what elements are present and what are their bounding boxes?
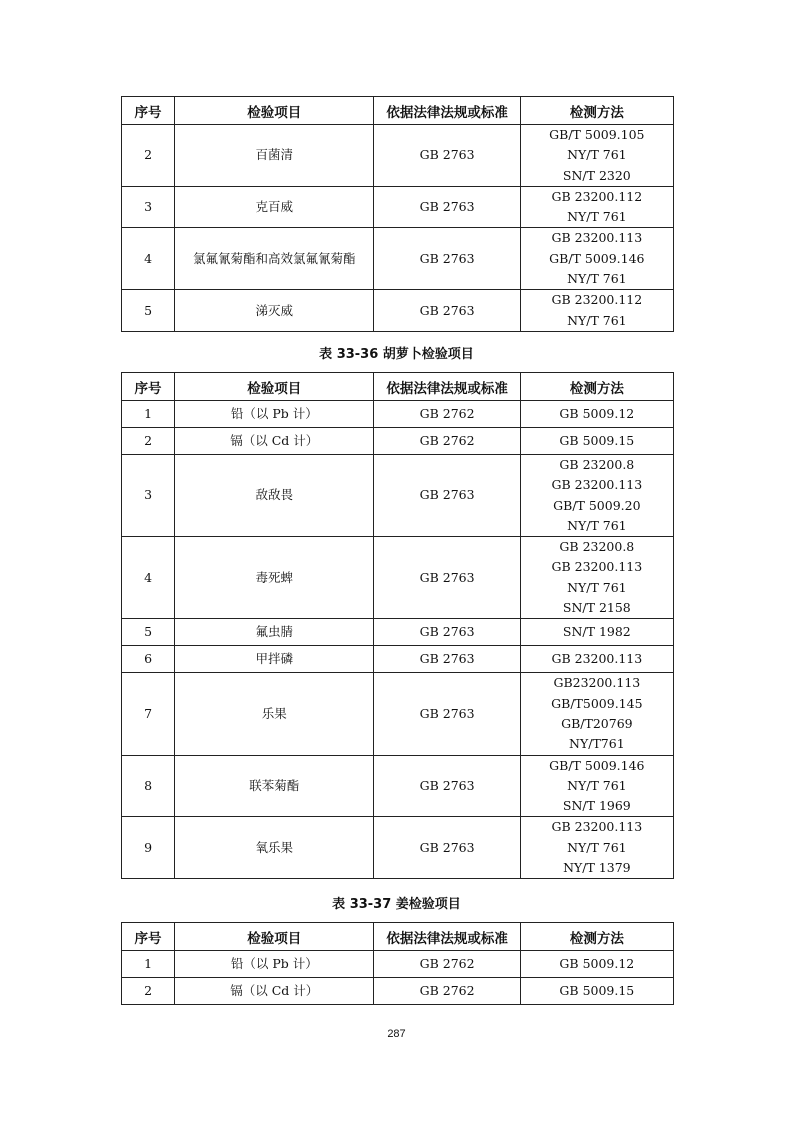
cell-methods [520,401,673,428]
method-line: NY/T 1379 [563,860,631,876]
method-line: GB 5009.15 [559,432,635,448]
cell-no: 9 [122,817,175,879]
table-row [122,125,674,187]
cell-no: 4 [122,537,175,619]
method-line: NY/T 761 [567,312,627,328]
method-line: GB 23200.112 [551,292,643,308]
table-row [122,290,674,332]
cell-standard: GB 2763 [374,228,520,290]
method-line: GB 5009.12 [559,955,635,971]
method-line: GB 23200.8 [559,539,635,555]
table-row [122,186,674,228]
method-line: NY/T 761 [567,839,627,855]
cell-standard: GB 2763 [374,646,520,673]
cell-methods [520,186,673,228]
method-line: GB23200.113 [553,675,641,691]
cell-methods [520,428,673,455]
table-row [122,401,674,428]
method-line: GB 23200.113 [551,230,643,246]
table-row [122,978,674,1005]
cell-methods [520,951,673,978]
cell-standard: GB 2763 [374,290,520,332]
method-line: GB/T 5009.146 [549,757,645,773]
cell-standard: GB 2762 [374,401,520,428]
method-line: NY/T 761 [567,579,627,595]
cell-item: 乐果 [175,673,374,755]
cell-standard: GB 2763 [374,455,520,537]
cell-item: 甲拌磷 [175,646,374,673]
method-line: SN/T 2158 [562,600,631,616]
table-carrot [121,372,674,879]
cell-no: 7 [122,673,175,755]
cell-standard: GB 2763 [374,817,520,879]
cell-item: 镉（以 Cd 计） [175,428,374,455]
cell-item: 氯氟氰菊酯和高效氯氟氰菊酯 [175,228,374,290]
header-no: 序号 [122,373,175,401]
table-row [122,646,674,673]
method-line: GB 23200.113 [551,651,643,667]
method-line: GB/T20769 [561,715,633,731]
method-line: NY/T 761 [567,777,627,793]
method-line: SN/T 2320 [562,167,631,183]
cell-item: 氧乐果 [175,817,374,879]
table-row [122,228,674,290]
method-line: NY/T 761 [567,517,627,533]
header-item: 检验项目 [175,97,374,125]
method-line: NY/T 761 [567,147,627,163]
table-row [122,673,674,755]
header-no: 序号 [122,923,175,951]
cell-methods [520,125,673,187]
cell-no: 8 [122,755,175,817]
cell-methods [520,537,673,619]
method-line: GB 23200.8 [559,457,635,472]
cell-item: 联苯菊酯 [175,755,374,817]
method-line: GB 23200.113 [551,819,643,835]
method-line: GB 23200.113 [551,559,643,575]
cell-methods [520,817,673,879]
cell-no: 1 [122,951,175,978]
cell-methods [520,755,673,817]
header-method: 检测方法 [520,923,673,951]
table-row [122,428,674,455]
cell-no: 2 [122,978,175,1005]
cell-item: 百菌清 [175,125,374,187]
table-row [122,455,674,537]
cell-no: 3 [122,455,175,537]
table-caption-carrot: 表 33-36 胡萝卜检验项目 [319,347,474,362]
cell-no: 5 [122,290,175,332]
table-row [122,619,674,646]
cell-item: 克百威 [175,186,374,228]
cell-no: 2 [122,428,175,455]
cell-standard: GB 2763 [374,125,520,187]
cell-no: 4 [122,228,175,290]
cell-standard: GB 2763 [374,755,520,817]
method-line: GB/T 5009.105 [549,127,645,142]
cell-item: 敌敌畏 [175,455,374,537]
cell-no: 2 [122,125,175,187]
cell-standard: GB 2763 [374,186,520,228]
table-header-row [122,923,674,951]
method-line: GB 5009.12 [559,405,635,421]
method-line: GB 23200.112 [551,188,643,204]
cell-no: 3 [122,186,175,228]
cell-item: 毒死蜱 [175,537,374,619]
method-line: GB 5009.15 [559,982,635,998]
cell-item: 涕灭威 [175,290,374,332]
header-method: 检测方法 [520,97,673,125]
table-header-row [122,97,674,125]
method-line: NY/T761 [569,736,625,752]
table-continued [121,96,674,332]
cell-methods [520,646,673,673]
page-number: 287 [387,1028,406,1040]
cell-methods [520,290,673,332]
table-ginger [121,922,674,1005]
cell-methods [520,455,673,537]
method-line: GB 23200.113 [551,477,643,493]
cell-item: 铅（以 Pb 计） [175,951,374,978]
cell-standard: GB 2762 [374,978,520,1005]
method-line: SN/T 1982 [562,624,631,640]
header-standard: 依据法律法规或标准 [374,373,520,401]
table-row [122,951,674,978]
table-caption-ginger: 表 33-37 姜检验项目 [332,897,461,912]
cell-standard: GB 2762 [374,428,520,455]
method-line: NY/T 761 [567,209,627,225]
table-row [122,537,674,619]
header-standard: 依据法律法规或标准 [374,97,520,125]
cell-item: 镉（以 Cd 计） [175,978,374,1005]
method-line: GB/T 5009.20 [553,497,641,513]
cell-methods [520,619,673,646]
table-row [122,755,674,817]
cell-methods [520,673,673,755]
cell-standard: GB 2762 [374,951,520,978]
cell-standard: GB 2763 [374,619,520,646]
table-row [122,817,674,879]
cell-standard: GB 2763 [374,537,520,619]
cell-methods [520,978,673,1005]
table-header-row [122,373,674,401]
header-item: 检验项目 [175,373,374,401]
cell-no: 6 [122,646,175,673]
header-no: 序号 [122,97,175,125]
method-line: NY/T 761 [567,271,627,287]
cell-methods [520,228,673,290]
header-standard: 依据法律法规或标准 [374,923,520,951]
header-item: 检验项目 [175,923,374,951]
cell-item: 氟虫腈 [175,619,374,646]
method-line: GB/T 5009.146 [549,250,645,266]
cell-no: 5 [122,619,175,646]
cell-item: 铅（以 Pb 计） [175,401,374,428]
cell-standard: GB 2763 [374,673,520,755]
cell-no: 1 [122,401,175,428]
method-line: GB/T5009.145 [551,695,643,711]
header-method: 检测方法 [520,373,673,401]
method-line: SN/T 1969 [562,798,631,814]
